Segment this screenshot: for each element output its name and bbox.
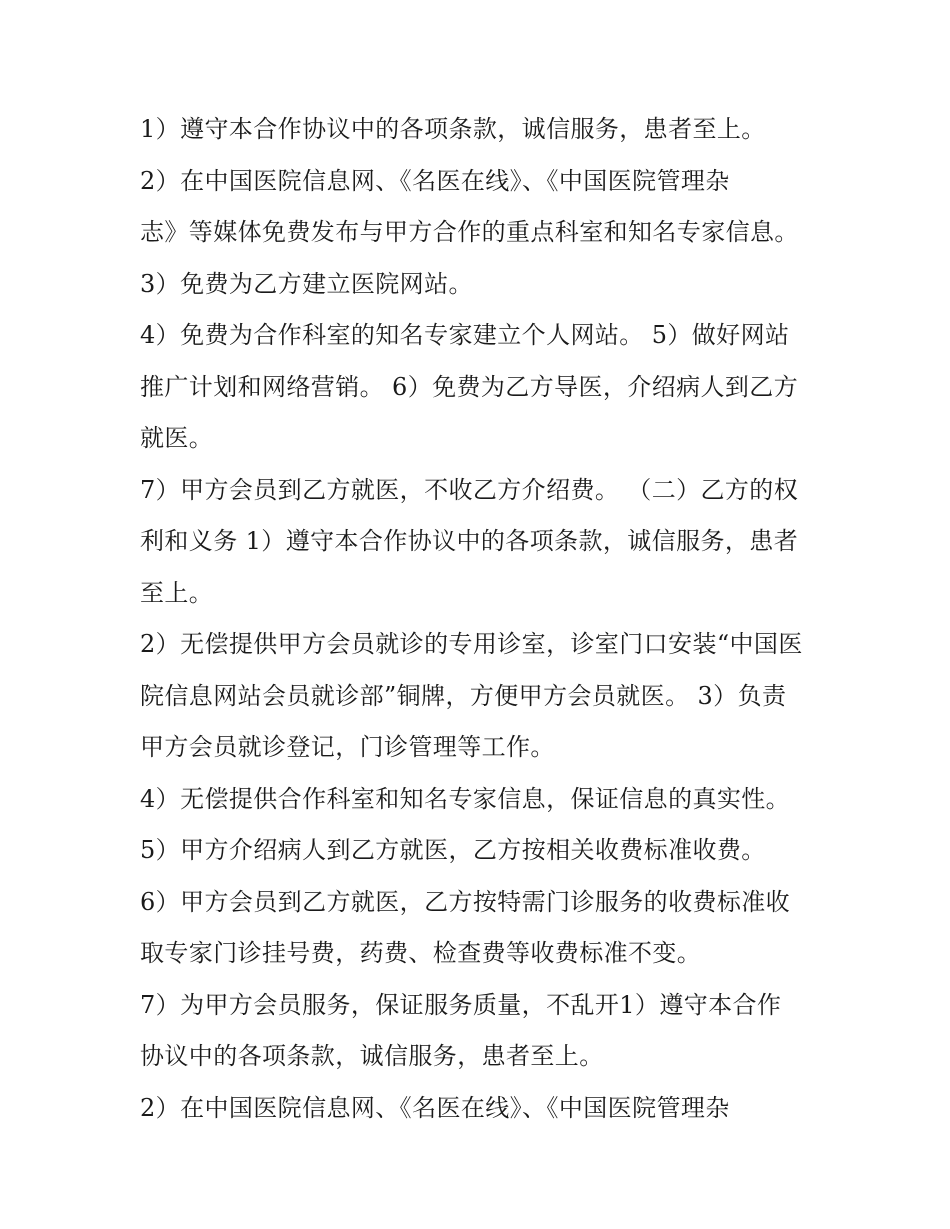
text-line: 院信息网站会员就诊部”铜牌，方便甲方会员就医。 3）负责 [140, 681, 787, 710]
text-line: 2）无偿提供甲方会员就诊的专用诊室，诊室门口安装“中国医 [140, 630, 803, 658]
text-line: 4）无偿提供合作科室和知名专家信息，保证信息的真实性。 [140, 784, 791, 813]
text-line: 志》等媒体免费发布与甲方合作的重点科室和知名专家信息。 [140, 218, 799, 246]
text-line: 7）甲方会员到乙方就医，不收乙方介绍费。 （二）乙方的权 [140, 475, 799, 504]
text-line: 利和义务 1）遵守本合作协议中的各项条款，诚信服务，患者 [140, 527, 799, 555]
text-line: 甲方会员就诊登记，门诊管理等工作。 [140, 733, 555, 761]
text-line: 1）遵守本合作协议中的各项条款，诚信服务，患者至上。 [140, 115, 766, 143]
text-line: 6）甲方会员到乙方就医，乙方按特需门诊服务的收费标准收 [140, 887, 791, 916]
text-line: 推广计划和网络营销。 6）免费为乙方导医，介绍病人到乙方 [140, 372, 799, 401]
text-line: 2）在中国医院信息网、《名医在线》、《中国医院管理杂 [140, 166, 730, 195]
document-body [140, 104, 820, 1134]
text-line: 5）甲方介绍病人到乙方就医，乙方按相关收费标准收费。 [140, 836, 766, 864]
text-line: 2）在中国医院信息网、《名医在线》、《中国医院管理杂 [140, 1093, 730, 1122]
text-line: 协议中的各项条款，诚信服务，患者至上。 [140, 1042, 604, 1070]
text-line: 4）免费为合作科室的知名专家建立个人网站。 5）做好网站 [140, 321, 790, 349]
text-line: 取专家门诊挂号费，药费、检查费等收费标准不变。 [140, 939, 702, 967]
text-line: 至上。 [140, 578, 214, 607]
text-line: 7）为甲方会员服务，保证服务质量，不乱开1）遵守本合作 [140, 990, 782, 1019]
text-line: 3）免费为乙方建立医院网站。 [140, 269, 473, 298]
text-line: 就医。 [140, 424, 214, 452]
